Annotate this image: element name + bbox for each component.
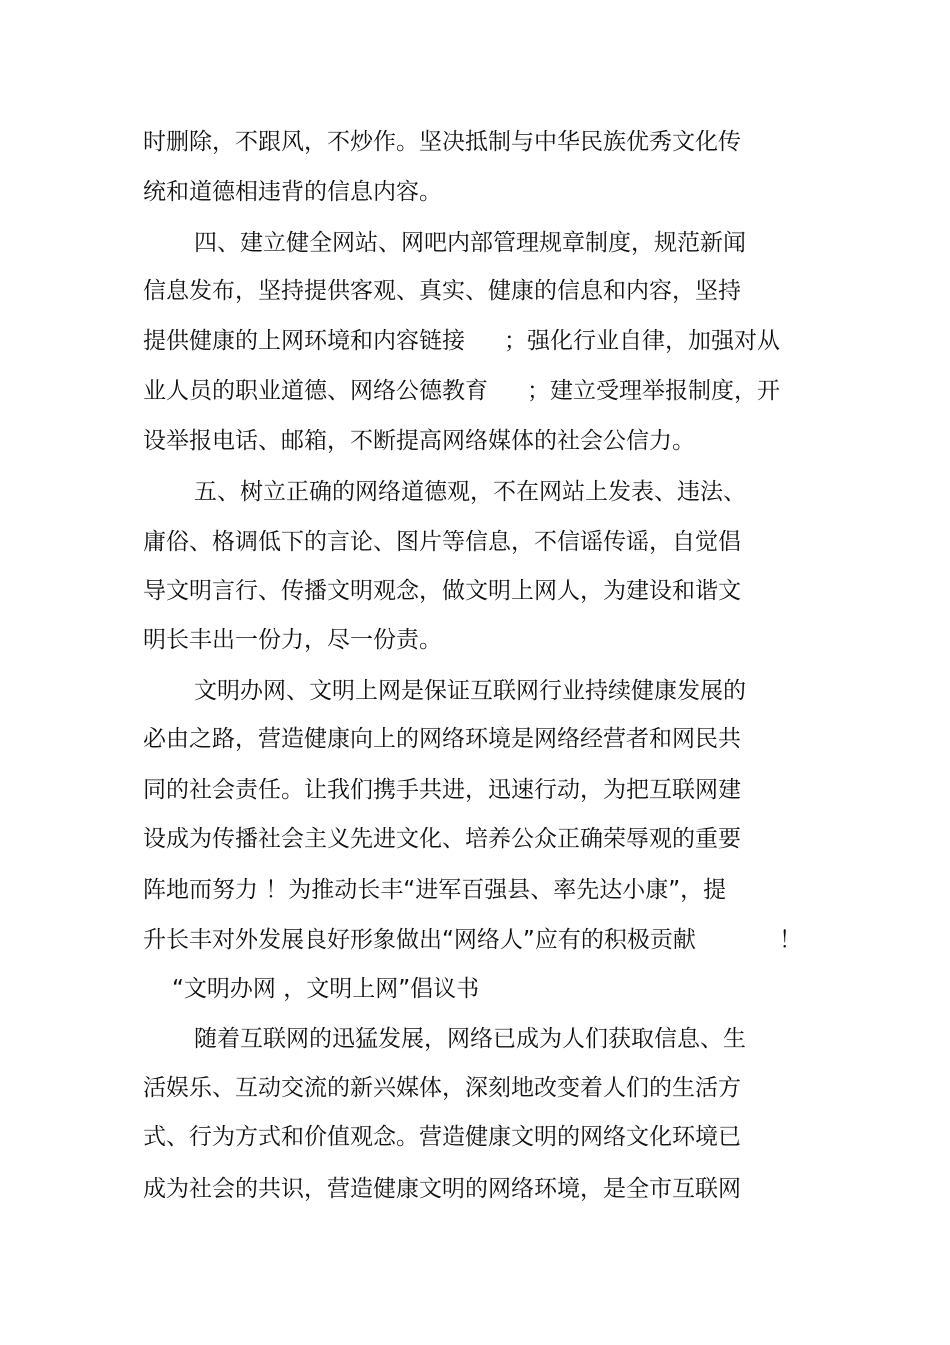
text-line: 阵地而努力 ！为推动长丰“进军百强县、率先达小康”，提 [143,877,727,903]
text-line: 四、建立健全网站、网吧内部管理规章制度，规范新闻 [194,230,746,256]
text-line: 成为社会的共识，营造健康文明的网络环境，是全市互联网 [143,1176,741,1202]
text-line: 升长丰对外发展良好形象做出“网络人”应有的积极贡献 [143,927,696,953]
text-line: ；强化行业自律，加强对从 [504,328,780,354]
text-line: 随着互联网的迅猛发展，网络已成为人们获取信息、生 [194,1026,746,1052]
text-line: 必由之路，营造健康向上的网络环境是网络经营者和网民共 [143,726,741,752]
text-line: 同的社会责任。让我们携手共进，迅速行动，为把互联网建 [143,777,741,803]
text-line: 业人员的职业道德、网络公德教育 [143,378,488,404]
text-line: 式、行为方式和价值观念。营造健康文明的网络文化环境已 [143,1124,741,1150]
text-line: 设成为传播社会主义先进文化、培养公众正确荣辱观的重要 [143,826,741,852]
text-line: 五、树立正确的网络道德观，不在网站上发表、违法、 [194,479,746,505]
text-line: ；建立受理举报制度，开 [527,378,780,404]
text-line: 设举报电话、邮箱，不断提高网络媒体的社会公信力。 [143,428,695,454]
text-line: 统和道德相违背的信息内容。 [143,179,442,205]
text-line: 文明办网、文明上网是保证互联网行业持续健康发展的 [194,678,746,704]
text-line: 庸俗、格调低下的言论、图片等信息，不信谣传谣，自觉倡 [143,529,741,555]
document-title: “文明办网 ，文明上网”倡议书 [172,976,480,1002]
text-line: 明长丰出一份力，尽一份责。 [143,627,442,653]
text-line: 导文明言行、传播文明观念，做文明上网人，为建设和谐文 [143,578,741,604]
text-line: 时删除，不跟风，不炒作。坚决抵制与中华民族优秀文化传 [143,129,741,155]
text-line: 活娱乐、互动交流的新兴媒体，深刻地改变着人们的生活方 [143,1075,741,1101]
text-line: ！ [779,927,802,953]
text-line: 提供健康的上网环境和内容链接 [143,328,465,354]
text-line: 信息发布，坚持提供客观、真实、健康的信息和内容，坚持 [143,278,741,304]
